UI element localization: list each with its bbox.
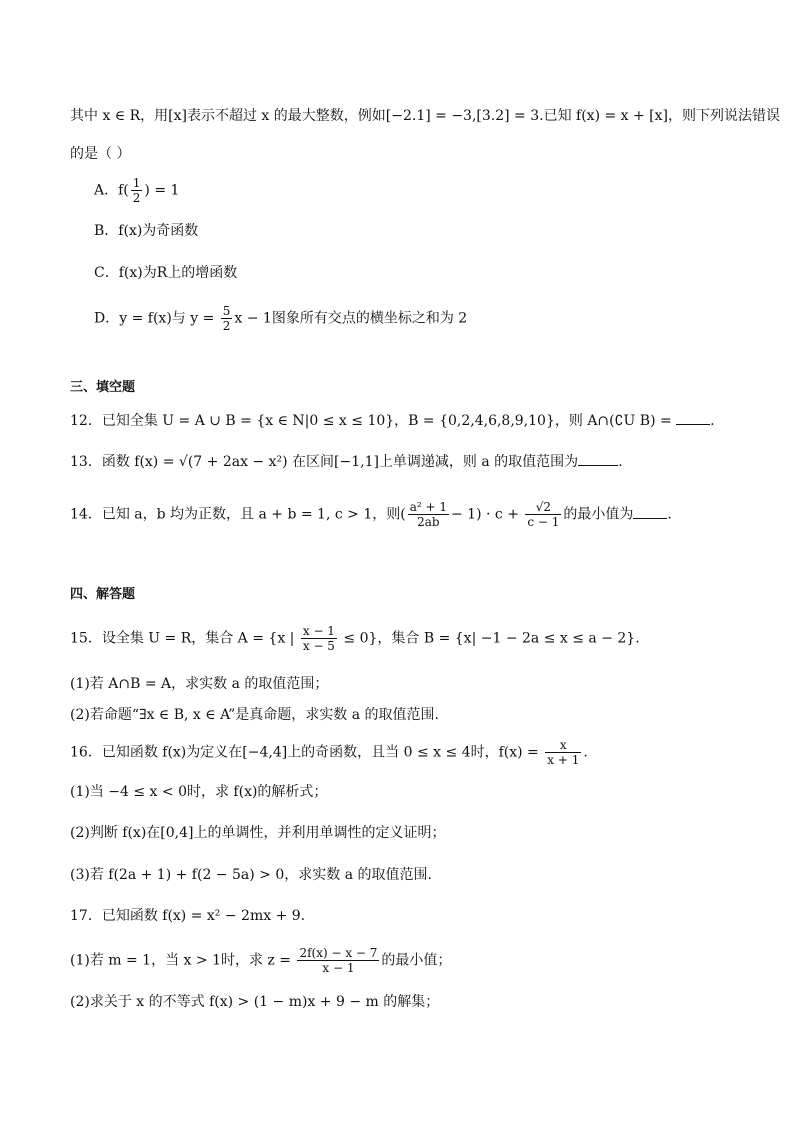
question-16-part-2: (2)判断 f(x)在[0,4]上的单调性，并利用单调性的定义证明；	[70, 825, 446, 841]
option-d-fraction: $\frac{5}{2}$	[222, 304, 231, 333]
q16-fraction: $\frac{x}{x + 1}$	[547, 738, 580, 767]
question-17-part-2: (2)求关于 x 的不等式 f(x) > (1 − m)x + 9 − m 的解集；	[70, 994, 440, 1010]
question-13: 13．函数 f(x) = √(7 + 2ax − x²) 在区间[−1,1]上单调递减，则 a 的取值范围为 .	[70, 451, 623, 472]
intro-line-1: 其中 x ∈ R，用[x]表示不超过 x 的最大整数，例如[−2.1] = −3,[3.2] = 3.已知 f(x) = x + [x]，则下列说法错误	[70, 108, 781, 124]
option-a-content: = 1	[149, 182, 180, 199]
option-d-content-post: x − 1图象所有交点的横坐标之和为 2	[234, 310, 468, 327]
option-a: A．f( $\frac{1}{2}$ ) = 1	[94, 176, 180, 205]
option-d-label: D．	[94, 310, 120, 327]
question-14: 14．已知 a，b 均为正数，且 a + b = 1, c > 1，则( $\frac{\text{a² + 1}}{2ab}$ − 1) · c + $\frac{√2}{c - 1}$ 的最小值为 .	[70, 500, 672, 529]
option-c	[94, 263, 237, 283]
answer-blank-13	[578, 451, 618, 466]
q14-fraction-2: $\frac{√2}{c - 1}$	[527, 500, 560, 529]
option-a-fraction: $\frac{1}{2}$	[132, 176, 141, 205]
q15-fraction: $\frac{x - 1}{x - 5}$	[302, 624, 335, 653]
question-17: 17．已知函数 f(x) = x² − 2mx + 9.	[70, 908, 306, 924]
option-b-label: B．	[94, 223, 119, 239]
option-d-content-pre: y = f(x)与 y =	[119, 310, 219, 327]
section-3-title: 三、填空题	[70, 380, 136, 395]
option-d	[94, 304, 467, 333]
question-15-part-2: (2)若命题“∃x ∈ B, x ∈ A”是真命题，求实数 a 的取值范围.	[70, 707, 439, 723]
option-b-content: f(x)为奇函数	[118, 223, 199, 239]
question-15-part-1: (1)若 A∩B = A，求实数 a 的取值范围；	[70, 676, 329, 692]
question-17-part-1: (1)若 m = 1，当 x > 1时，求 z = $\frac{2f(x) - x - 7}{x - 1}$ 的最小值；	[70, 946, 452, 975]
option-c-content: f(x)为R上的增函数	[118, 265, 238, 281]
question-16-part-3: (3)若 f(2a + 1) + f(2 − 5a) > 0，求实数 a 的取值范围.	[70, 867, 432, 883]
answer-blank-14	[633, 504, 667, 519]
question-16-part-1: (1)当 −4 ≤ x < 0时，求 f(x)的解析式；	[70, 784, 328, 800]
option-c-label: C．	[94, 265, 119, 281]
question-15: 15．设全集 U = R，集合 A = {x | $\frac{x - 1}{x - 5}$ ≤ 0}，集合 B = {x| −1 − 2a ≤ x ≤ a − 2}.	[70, 624, 640, 653]
q14-fraction-1: $\frac{\text{a² + 1}}{2ab}$	[409, 500, 447, 529]
answer-blank-12	[676, 410, 710, 425]
option-a-label: A．f	[94, 182, 124, 199]
option-b	[94, 221, 198, 241]
intro-line-2: 的是（ ）	[70, 146, 131, 162]
question-12: 12．已知全集 U = A ∪ B = {x ∈ N|0 ≤ x ≤ 10}，B = {0,2,4,6,8,9,10}，则 A∩(∁U B) = .	[70, 410, 715, 431]
question-16: 16．已知函数 f(x)为定义在[−4,4]上的奇函数，且当 0 ≤ x ≤ 4时，f(x) = $\frac{x}{x + 1}$ .	[70, 738, 588, 767]
q17-fraction: $\frac{2f(x) - x - 7}{x - 1}$	[299, 946, 378, 975]
section-4-title: 四、解答题	[70, 587, 136, 602]
